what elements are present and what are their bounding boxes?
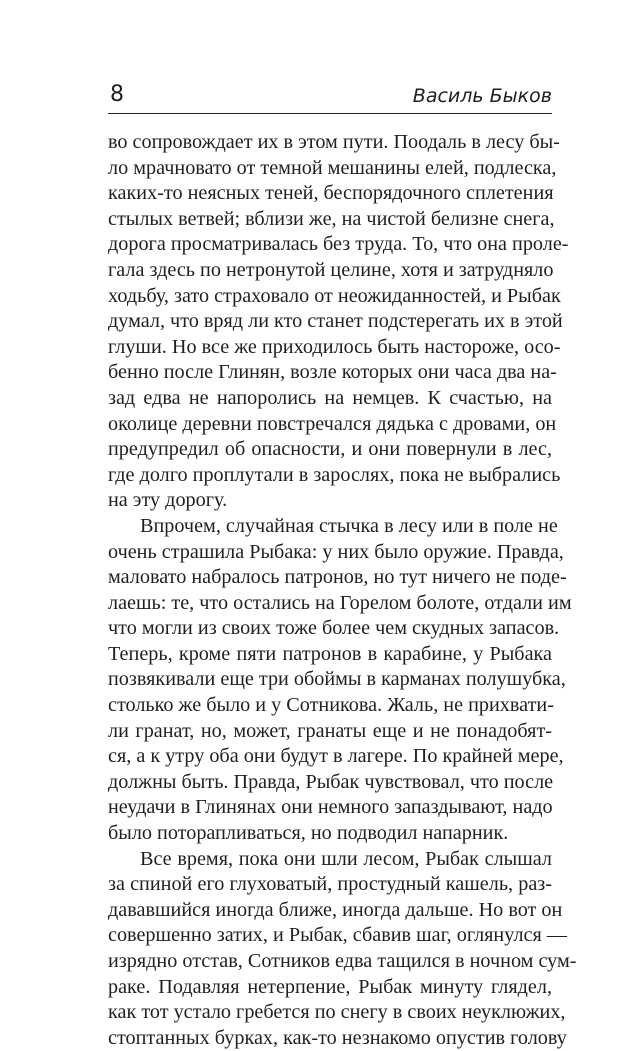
text-line: совершенно затих, и Рыбак, сбавив шаг, оглянулся — xyxy=(108,924,567,947)
text-line: думал, что вряд ли кто станет подстерегать их в этой xyxy=(108,310,563,333)
text-line: как тот устало гребется по снегу в своих неуклюжих, xyxy=(108,1001,566,1024)
paragraph xyxy=(108,514,572,847)
text-line: ходьбу, зато страховало от неожиданностей, и Рыбак xyxy=(108,284,561,307)
text-line: каких-то неясных теней, беспорядочного сплетения xyxy=(108,182,554,205)
page-header xyxy=(108,80,552,114)
text-line: зад едва не напоролись на немцев. К счастью, на xyxy=(108,386,552,409)
text-line: во сопровождает их в этом пути. Поодаль в лесу бы- xyxy=(108,131,560,153)
text-line: ло мрачновато от темной мешанины елей, подлеска, xyxy=(108,156,557,179)
text-line: изрядно отстав, Сотников едва тащился в ночном сум- xyxy=(108,950,577,972)
text-line: раке. Подавляя нетерпение, Рыбак минуту глядел, xyxy=(108,975,552,998)
text-line: неудачи в Глинянах они немного запаздывают, надо xyxy=(108,796,553,819)
text-line: гала здесь по нетронутой целине, хотя и затрудняло xyxy=(108,258,554,281)
header-rule xyxy=(108,113,552,114)
paragraph xyxy=(108,130,569,514)
text-line: ли гранат, но, может, гранаты еще и не понадобят- xyxy=(108,719,552,742)
running-title: Василь Быков xyxy=(412,85,552,107)
text-line: столько же было и у Сотникова. Жаль, не прихвати- xyxy=(108,694,554,717)
text-line: дававшийся иногда ближе, иногда дальше. Но вот он xyxy=(108,898,563,921)
text-line: было поторапливаться, но подводил напарник. xyxy=(108,822,509,845)
text-line: предупредил об опасности, и они повернули в лес, xyxy=(108,438,552,461)
text-line: бенно после Глинян, возле которых они часа два на- xyxy=(108,361,557,384)
text-line: где долго проплутали в зарослях, пока не выбрались xyxy=(108,463,561,486)
text-line: очень страшила Рыбака: у них было оружие. Правда, xyxy=(108,540,564,563)
body-text xyxy=(108,130,577,1051)
text-line: на эту дорогу. xyxy=(108,489,228,512)
text-line: Все время, пока они шли лесом, Рыбак слышал xyxy=(140,847,552,870)
text-line: Впрочем, случайная стычка в лесу или в поле не xyxy=(140,514,558,537)
text-line: маловато набралось патронов, но тут ничего не поде- xyxy=(108,566,567,589)
text-line: дорога просматривалась без труда. То, что она проле- xyxy=(108,233,569,256)
text-line: ся, а к утру оба они будут в лагере. По крайней мере, xyxy=(108,745,564,768)
text-line: позвякивали еще три обоймы в карманах полушубка, xyxy=(108,668,566,691)
text-line: лаешь: те, что остались на Горелом болоте, отдали им xyxy=(108,591,572,614)
text-line: стылых ветвей; вблизи же, на чистой белизне снега, xyxy=(108,207,555,230)
page-number: 8 xyxy=(110,82,124,107)
text-line: околице деревни повстречался дядька с дровами, он xyxy=(108,412,557,435)
text-line: за спиной его глуховатый, простудный кашель, раз- xyxy=(108,873,552,896)
text-line: стоптанных бурках, как-то незнакомо опустив голову xyxy=(108,1026,567,1049)
text-line: глуши. Но все же приходилось быть настороже, осо- xyxy=(108,335,561,358)
text-line: что могли из своих тоже более чем скудных запасов. xyxy=(108,617,560,640)
text-line: Теперь, кроме пяти патронов в карабине, у Рыбака xyxy=(108,642,552,665)
text-line: должны быть. Правда, Рыбак чувствовал, что после xyxy=(108,770,554,793)
paragraph xyxy=(108,847,577,1051)
